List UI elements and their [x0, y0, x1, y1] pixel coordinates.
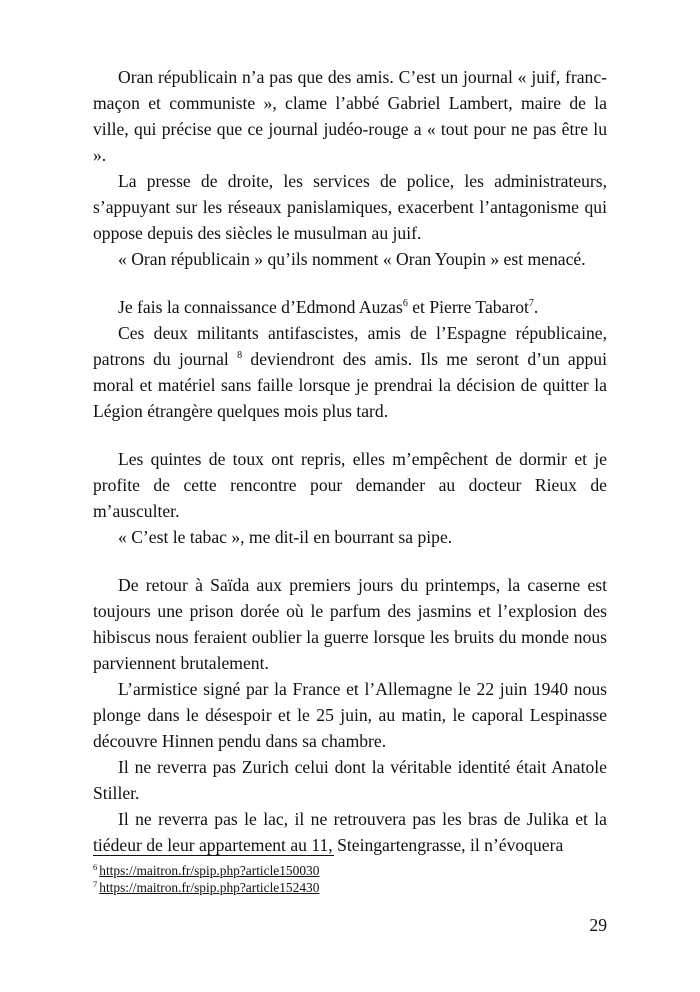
- paragraph-11: Il ne reverra pas le lac, il ne retrouvera pas les bras de Julika et la tiédeur de leur appartement au 11, Steingartengrasse, il n’évoquera: [93, 809, 607, 855]
- paragraph-1: Oran républicain n’a pas que des amis. C’est un journal « juif, franc-maçon et communiste », clame l’abbé Gabriel Lambert, maire de la ville, qui précise que ce journal judéo-rouge a « tout pour ne pas être lu ».: [93, 67, 607, 165]
- paragraph-gap: [93, 424, 607, 446]
- paragraph-7: « C’est le tabac », me dit-il en bourrant sa pipe.: [118, 527, 453, 547]
- footnote-number: 6: [93, 861, 98, 872]
- paragraph-9: L’armistice signé par la France et l’Allemagne le 22 juin 1940 nous plonge dans le désespoir et le 25 juin, au matin, le caporal Lespinasse découvre Hinnen pendu dans sa chambre.: [93, 679, 607, 751]
- paragraph-10: Il ne reverra pas Zurich celui dont la véritable identité était Anatole Stiller.: [93, 757, 607, 803]
- paragraph-4-text-b: et Pierre Tabarot: [407, 297, 529, 317]
- paragraph-4-text-a: Je fais la connaissance d’Edmond Auzas: [118, 297, 403, 317]
- footnote-number: 7: [93, 878, 98, 889]
- page-number: 29: [589, 915, 607, 935]
- paragraph-6: Les quintes de toux ont repris, elles m’empêchent de dormir et je profite de cette rencontre pour demander au docteur Rieux de m’ausculter.: [93, 449, 607, 521]
- footnotes: [93, 862, 607, 896]
- footnote-divider: [93, 855, 334, 856]
- paragraph-gap: [93, 272, 607, 294]
- paragraph-gap: [93, 550, 607, 572]
- paragraph-8: De retour à Saïda aux premiers jours du printemps, la caserne est toujours une prison dorée où le parfum des jasmins et l’explosion des hibiscus nous feraient oublier la guerre lorsque les bruits du monde nous parviennent brutalement.: [93, 575, 607, 673]
- paragraph-3: « Oran républicain » qu’ils nomment « Oran Youpin » est menacé.: [118, 249, 586, 269]
- footnote-link[interactable]: https://maitron.fr/spip.php?article152430: [99, 880, 320, 895]
- paragraph-2: La presse de droite, les services de police, les administrateurs, s’appuyant sur les réseaux panislamiques, exacerbent l’antagonisme qui oppose depuis des siècles le musulman au juif.: [93, 171, 607, 243]
- footnote-ref-7[interactable]: 7: [528, 298, 534, 310]
- footnote-ref-8[interactable]: 8: [237, 350, 243, 362]
- paragraph-5-text-a: Ces deux militants antifascistes, amis de l’Espagne républicaine, patrons du journal: [93, 323, 607, 369]
- paragraph-5: [93, 320, 607, 424]
- paragraph-4: [93, 294, 607, 320]
- footnote-7: [93, 879, 607, 896]
- page-body: [93, 64, 607, 858]
- footnote-link[interactable]: https://maitron.fr/spip.php?article150030: [99, 863, 320, 878]
- paragraph-4-text-c: .: [533, 297, 539, 317]
- footnote-ref-6[interactable]: 6: [402, 298, 408, 310]
- paragraph-5-text-b: deviendront des amis. Ils me seront d’un appui moral et matériel sans faille lorsque je prendrai la décision de quitter la Légion étrangère quelques mois plus tard.: [93, 349, 607, 421]
- footnote-6: [93, 862, 607, 879]
